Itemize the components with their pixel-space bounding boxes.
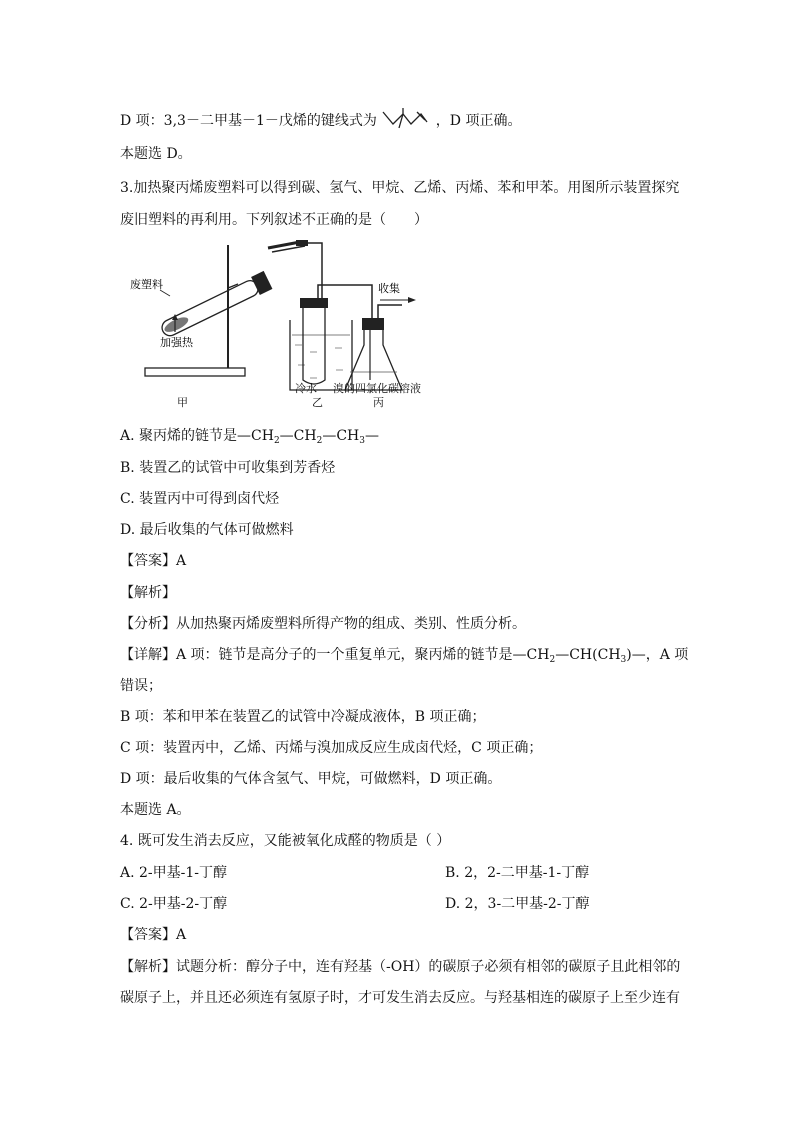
q2-option-d-text-end: ，D 项正确。 [435,113,522,129]
q3-option-d: D. 最后收集的气体可做燃料 [120,522,294,538]
q3-analysis-title: 【解析】 [120,585,176,601]
q2-choice: 本题选 D。 [120,146,192,162]
q4-stem: 4. 既可发生消去反应，又能被氧化成醛的物质是（ ） [120,833,451,849]
q4-option-b: B. 2，2-二甲基-1-丁醇 [445,865,590,881]
label-strong-heat: 加强热 [160,336,193,349]
label-apparatus-yi: 乙 [312,396,323,409]
q3-b-detail: B 项：苯和甲苯在装置乙的试管中冷凝成液体，B 项正确； [120,709,486,725]
label-apparatus-jia: 甲 [177,396,188,409]
q2-option-d-text: D 项：3,3－二甲基－1－戊烯的键线式为 [120,113,377,129]
q4-answer: 【答案】A [120,927,187,943]
q3-option-c: C. 装置丙中可得到卤代烃 [120,491,280,507]
q3-c-detail: C 项：装置丙中，乙烯、丙烯与溴加成反应生成卤代烃，C 项正确； [120,740,543,756]
q2-option-d-line [120,108,521,130]
q4-option-a: A. 2-甲基-1-丁醇 [120,865,228,881]
label-apparatus-bing: 丙 [373,396,384,409]
label-cold-water-text: 冷水 [295,382,317,395]
q3-stem-line2: 废旧塑料的再利用。下列叙述不正确的是（ ） [120,212,428,228]
q3-option-a: A. 聚丙烯的链节是$—CH_2—CH_2—CH_3—$ [120,428,379,446]
q3-option-b: B. 装置乙的试管中可收集到芳香烃 [120,460,336,476]
label-bromine-solution: 溴的四氯化碳溶液 [333,382,421,395]
q4-option-d: D. 2，3-二甲基-2-丁醇 [445,896,590,912]
label-waste-plastic: 废塑料 [130,278,163,291]
q3-choice: 本题选 A。 [120,802,191,818]
q3-fenxi: 【分析】从加热聚丙烯废塑料所得产物的组成、类别、性质分析。 [120,616,526,632]
q4-option-c: C. 2-甲基-2-丁醇 [120,896,228,912]
q3-answer: 【答案】A [120,553,187,569]
label-collect: 收集 [378,282,400,295]
q3-stem-line1: 3.加热聚丙烯废塑料可以得到碳、氢气、甲烷、乙烯、丙烯、苯和甲苯。用图所示装置探究 [120,180,680,196]
q4-analysis-line1: 【解析】试题分析：醇分子中，连有羟基（-OH）的碳原子必须有相邻的碳原子且此相邻的 [120,959,681,975]
q3-xiangjie: 【详解】A 项：链节是高分子的一个重复单元，聚丙烯的链节是$—CH_2—CH(CH_3)—$，A 项 [120,647,689,665]
q3-xiangjie-line2: 错误； [120,678,162,694]
skeletal-formula-icon [381,108,431,130]
q4-analysis-line2: 碳原子上，并且还必须连有氢原子时，才可发生消去反应。与羟基相连的碳原子上至少连有 [120,990,680,1006]
q3-d-detail: D 项：最后收集的气体含氢气、甲烷，可做燃料，D 项正确。 [120,771,502,787]
